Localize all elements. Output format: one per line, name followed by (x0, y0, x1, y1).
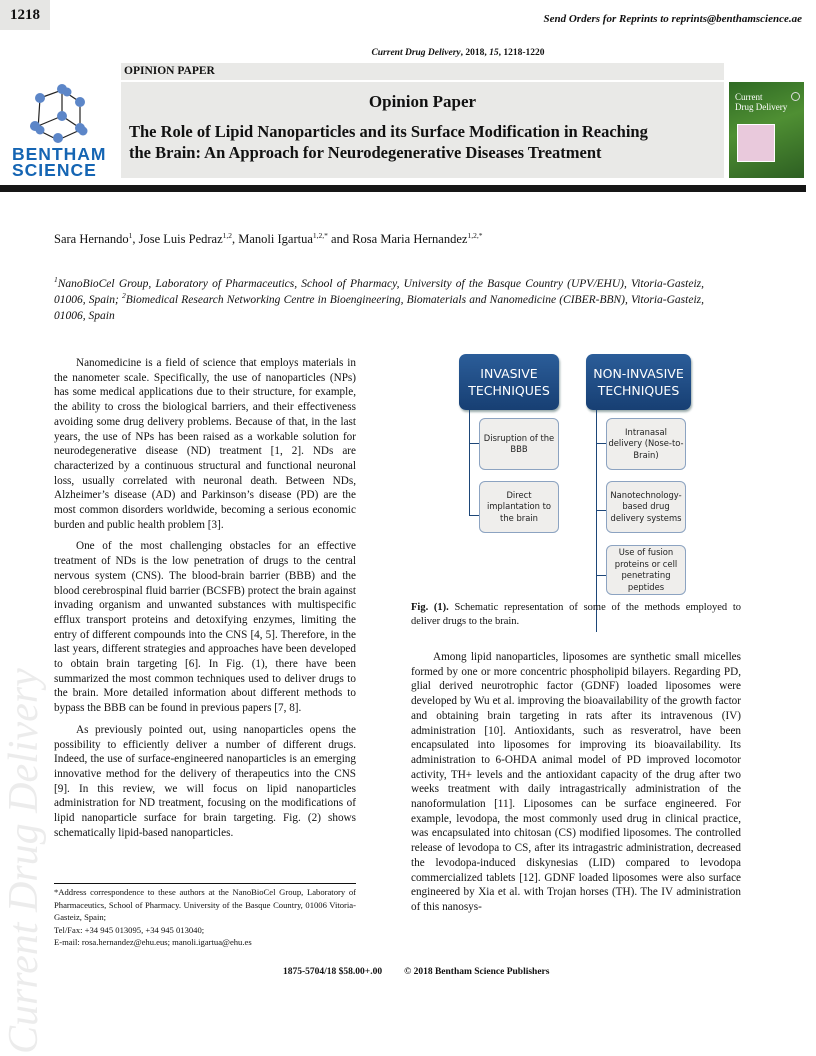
method-box: Use of fusion proteins or cell penetrating peptides (606, 545, 686, 595)
title-line-2: the Brain: An Approach for Neurodegenerative Diseases Treatment (129, 143, 602, 162)
article-type: Opinion Paper (368, 92, 477, 111)
author-name: Rosa Maria Hernandez (352, 232, 468, 246)
reprints-notice: Send Orders for Reprints to reprints@benthamscience.ae (543, 13, 802, 25)
correspondence-footnote (54, 886, 356, 949)
invasive-header: INVASIVE TECHNIQUES (459, 354, 559, 410)
method-box: Nanotechnology-based drug delivery systems (606, 481, 686, 533)
author-affil-sup: 1,2,* (312, 230, 328, 240)
footnote-email[interactable]: E-mail: rosa.hernandez@ehu.eus; manoli.igartua@ehu.es (54, 937, 252, 947)
left-column (54, 356, 356, 848)
cover-illustration (737, 124, 775, 162)
article-title (121, 121, 724, 163)
logo-text-science: SCIENCE (12, 160, 97, 180)
author-sep: , (132, 232, 139, 246)
method-box: Disruption of the BBB (479, 418, 559, 470)
copyright: © 2018 Bentham Science Publishers (404, 967, 550, 977)
method-box: Direct implantation to the brain (479, 481, 559, 533)
paragraph: Nanomedicine is a field of science that employs materials in the nanometer scale. Specifically, the use of nanoparticles (NPs) has some medical applications due to their structure, for example, the ability to cross the biological barriers, and their effectiveness avoiding some drug delivery problems. Because of that, in the last years, the use of NPs has been raised as a workable solution for neurodegenerative disease (ND) treatment [1, 2]. NDs are characterized by a continuous structural and functional neuronal loss, usually correlated with neuronal death. Between NDs, Alzheimer’s disease (AD) and Parkinson’s disease (PD) are the most common disorders worldwide, becoming a serious economic burden and public health problem [3]. (54, 357, 356, 531)
author-name: Sara Hernando (54, 232, 129, 246)
affiliation-2: Biomedical Research Networking Centre in Bioengineering, Biomaterials and Nanomedicine (CIBER-BBN), Vitoria-Gasteiz, 01006, Spain (54, 294, 704, 322)
cover-title-2: Drug Delivery (735, 102, 788, 112)
title-block (121, 82, 724, 178)
affil-sup: 1 (54, 275, 58, 285)
figure-1-caption (411, 601, 741, 629)
molecule-icon (10, 82, 100, 144)
connector (469, 410, 470, 515)
cover-badge-icon (791, 92, 800, 101)
header-divider (0, 185, 806, 192)
affiliation-1: NanoBioCel Group, Laboratory of Pharmaceutics, School of Pharmacy, University of the Basque Country (UPV/EHU), Vitoria-Gasteiz, 01006, Spain; (54, 278, 704, 306)
issn-price: 1875-5704/18 $58.00+.00 (283, 967, 383, 977)
logo-text-bentham: BENTHAM (12, 144, 107, 164)
author-affil-sup: 1,2,* (467, 230, 483, 240)
journal-citation (0, 48, 816, 58)
author-sep: and (327, 232, 353, 246)
author-list (54, 232, 482, 247)
author-name: Jose Luis Pedraz (138, 232, 223, 246)
title-line-1: The Role of Lipid Nanoparticles and its Surface Modification in Reaching (129, 122, 648, 141)
footnote-line: Tel/Fax: +34 945 013095, +34 945 013040; (54, 924, 205, 935)
affil-sup: 2 (121, 291, 126, 301)
page-number: 1218 (0, 0, 50, 30)
section-label: OPINION PAPER (121, 63, 724, 80)
footnote-divider (54, 883, 356, 884)
journal-name: Current Drug Delivery (371, 48, 461, 58)
author-name: Manoli Igartua (238, 232, 313, 246)
caption-label: Fig. (1). (411, 602, 449, 613)
caption-text: Schematic representation of some of the methods employed to deliver drugs to the brain. (411, 602, 742, 627)
journal-watermark: Current Drug Delivery (1, 668, 47, 1054)
method-box: Intranasal delivery (Nose-to-Brain) (606, 418, 686, 470)
author-affil-sup: 1 (128, 230, 133, 240)
journal-year: , 2018, (460, 48, 490, 58)
page-footer (283, 967, 549, 977)
figure-1-diagram (411, 350, 741, 600)
paragraph: As previously pointed out, using nanoparticles opens the possibility to efficiently deliver a number of different drugs. Indeed, the use of surface-engineered nanoparticles is an emerging innovative method for the delivery of therapeutics into the CNS [9]. In this review, we will focus on lipid nanoparticles administration for ND treatment, focusing on the modifications of lipid nanoparticle surface for brain targeting. Fig. (2) shows schematically lipid-based nanoparticles. (54, 723, 356, 839)
cover-title-1: Current (735, 92, 763, 102)
paragraph: Among lipid nanoparticles, liposomes are synthetic small micelles formed by one or more concentric phospholipid bilayers. Regarding PD, glial derived neurotrophic factor (GDNF) loaded liposomes were developed by Wu et al. improving the bioavailability of the growth factor and obtaining brain targeting in rats after its intravenous (IV) administration [10]. Antioxidants, such as resveratrol, have been encapsulated into liposomes for improving its bioavailability. Its administration to 6-OHDA animal model of PD improved locomotor activity, TH+ levels and the antioxidant capacity of the drug after two weeks treatment with daily intragastrically administration of the nanoformulation [11]. Liposomes can be surface engineered. For example, levodopa, the most commonly used drug in clinical practice, was encapsulated into chitosan (CS) modified liposomes. The controlled release of levodopa to CS, after its intragastric administration, decreased the levodopa-induced diskynesias (LID) compared to levodopa commercialized tablets [12]. GDNF loaded liposomes were also surface engineered by Xia et al. with Trojan horses (TH). The IV administration of this nanosys- (411, 651, 741, 913)
journal-volume: 15 (489, 48, 499, 58)
affiliations (54, 276, 704, 324)
footnote-line: *Address correspondence to these authors at the NanoBioCel Group, Laboratory of Pharmaceutics, School of Pharmacy. University of the Basque Country, 01006 Vitoria-Gasteiz, Spain; (54, 887, 356, 922)
paragraph: One of the most challenging obstacles for an effective treatment of NDs is the low penetration of drugs to the central nervous system (CNS). The blood-brain barrier (BBB) and the blood cerebrospinal fluid barrier (BCSFB) protect the brain against invading organism and unwanted substances with multispecific efflux transport proteins and detoxifying enzymes, limiting the entry of different compounds into the CNS [4, 5]. Therefore, in the last years, different strategies and approaches have been developed to obtain brain targeting [6]. In Fig. (1), there have been summarized the most common techniques used to deliver drugs to the brain. More detailed information about different methods to bypass the BBB can be found in previous papers [7, 8]. (54, 540, 356, 715)
journal-cover-image (729, 82, 804, 178)
right-column (411, 650, 741, 922)
non-invasive-header: NON-INVASIVE TECHNIQUES (586, 354, 691, 410)
bentham-logo (10, 82, 115, 180)
author-affil-sup: 1,2 (222, 230, 233, 240)
journal-pages: , 1218-1220 (498, 48, 545, 58)
author-sep: , (232, 232, 239, 246)
